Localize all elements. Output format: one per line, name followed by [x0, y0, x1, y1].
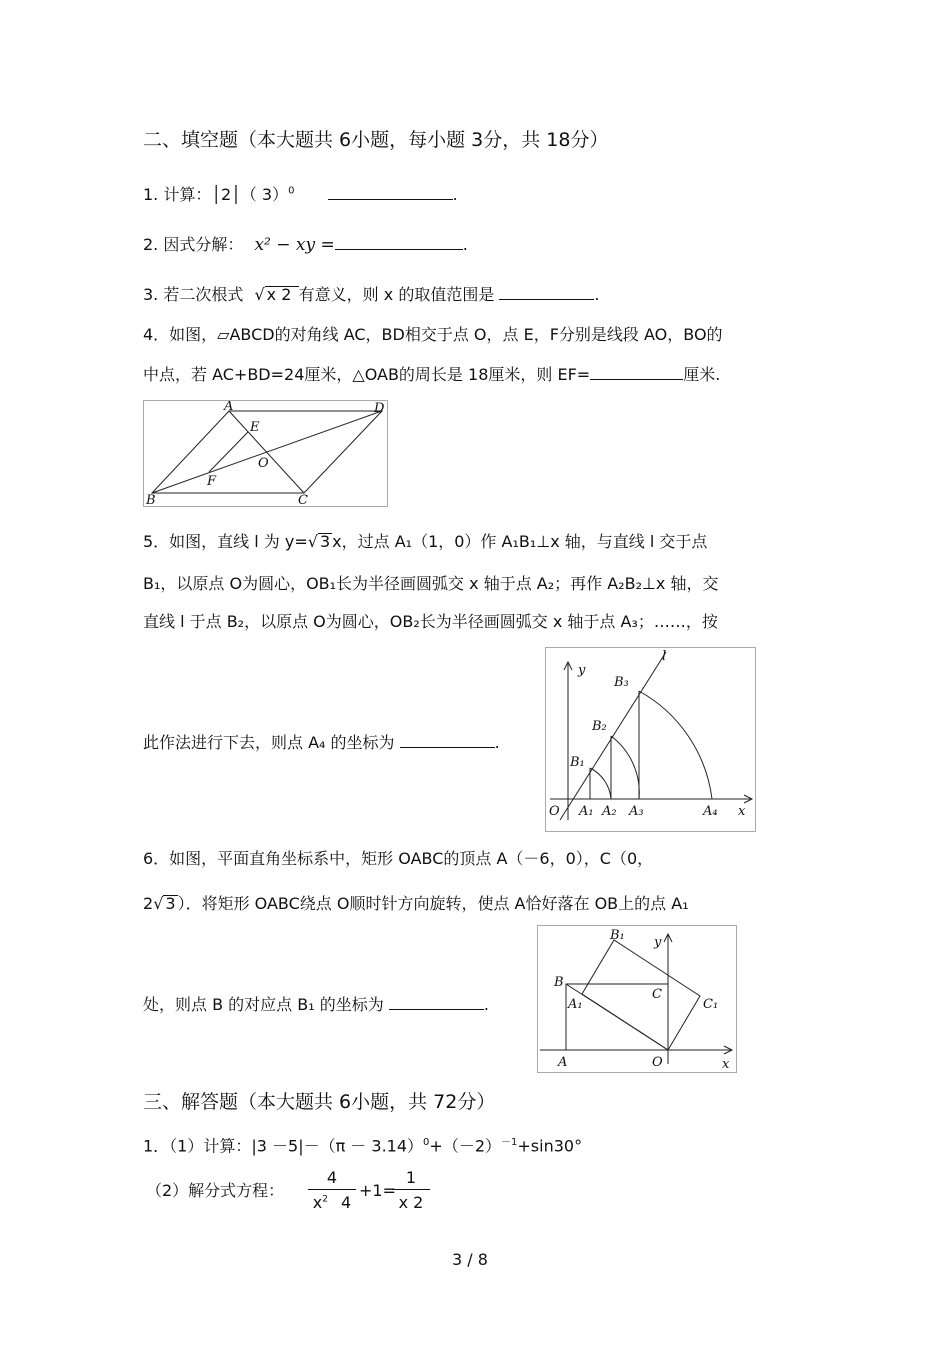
q4-line2-pre: 中点，若 AC+BD=24厘米，△OAB的周长是 18厘米，则 EF= — [143, 365, 591, 384]
label-b: B — [554, 975, 564, 990]
q3-number: 3. — [143, 285, 159, 304]
q5-line1-post: x，过点 A₁（1，0）作 A₁B₁⊥x 轴，与直线 l 交于点 — [332, 532, 708, 551]
q5-line1 — [143, 533, 707, 550]
arc-2 — [611, 736, 639, 799]
q6-line2 — [143, 895, 689, 912]
q6-line1: 6．如图，平面直角坐标系中，矩形 OABC的顶点 A（－6，0），C（0， — [143, 849, 654, 868]
label-o: O — [652, 1055, 663, 1070]
label-b: B — [146, 493, 156, 506]
s3-q1a-sup2: －1 — [501, 1137, 518, 1148]
label-a: A — [224, 401, 234, 414]
label-b1: B₁ — [570, 755, 585, 770]
fraction-2-numerator: 1 — [392, 1168, 430, 1190]
line-l — [560, 652, 666, 820]
fraction-2-denominator: x 2 — [398, 1193, 424, 1212]
q5-line3: 直线 l 于点 B₂，以原点 O为圆心，OB₂长为半径画圆弧交 x 轴于点 A₃；……，按 — [143, 612, 718, 631]
q3-answer-blank[interactable] — [499, 284, 594, 300]
section3-heading: 三、解答题（本大题共 6小题，共 72分） — [143, 1091, 496, 1113]
q1 — [143, 184, 458, 203]
q5-line2: B₁，以原点 O为圆心，OB₁长为半径画圆弧交 x 轴于点 A₂；再作 A₂B₂⊥x 轴，交 — [143, 574, 719, 593]
q6-rectangle-figure — [537, 925, 737, 1073]
sqrt-icon: √ — [307, 532, 318, 551]
arc-3 — [639, 691, 712, 799]
page-number: 3 / 8 — [452, 1250, 488, 1269]
q4-parallelogram-figure — [143, 400, 388, 507]
label-b2: B₂ — [592, 719, 607, 734]
fraction-2 — [392, 1168, 430, 1212]
q2-answer-blank[interactable] — [335, 234, 463, 250]
q6-line2-post: ）．将矩形 OABC绕点 O顺时针方向旋转，使点 A恰好落在 OB上的点 A₁ — [177, 894, 689, 913]
q4-line1: 4．如图，▱ABCD的对角线 AC，BD相交于点 O，点 E，F分别是线段 AO，BO的 — [143, 325, 723, 344]
section2-heading: 二、填空题（本大题共 6小题，每小题 3分，共 18分） — [143, 129, 609, 151]
arc-1 — [590, 768, 611, 799]
q2-text: 因式分解： — [163, 235, 244, 254]
label-a: A — [558, 1055, 568, 1070]
label-a3: A₃ — [629, 804, 644, 819]
label-c1: C₁ — [703, 997, 719, 1012]
fraction-1-numerator: 4 — [308, 1168, 356, 1190]
q6-end: . — [483, 995, 489, 1014]
label-o: O — [258, 456, 269, 471]
s3-q1a-post: +sin30° — [517, 1136, 583, 1156]
q4-line2 — [143, 364, 720, 383]
q1-text: 计算：│2│（ 3） — [163, 185, 289, 204]
label-x: x — [722, 1057, 730, 1072]
label-f: F — [207, 474, 217, 489]
s3-q1a-sup1: 0 — [423, 1137, 430, 1148]
fraction-1-den-sup: 2 — [322, 1194, 328, 1205]
label-a4: A₄ — [703, 804, 718, 819]
q3-radicand: x 2 — [265, 286, 299, 303]
rotated-rectangle — [582, 940, 700, 1050]
s3-q1a — [143, 1138, 582, 1154]
diagonal-bd — [152, 411, 382, 493]
sqrt-icon: √ — [254, 285, 265, 304]
label-c: C — [298, 493, 308, 506]
s3-q1a-mid: +（－2） — [429, 1136, 501, 1156]
q2-end: . — [462, 235, 468, 254]
fraction-1-den-post: 4 — [341, 1193, 352, 1212]
q5-line4 — [143, 732, 500, 751]
label-d: D — [374, 401, 385, 416]
fraction-1-den-x: x — [312, 1193, 323, 1212]
q1-sup: 0 — [288, 185, 295, 197]
q5-line4-text: 此作法进行下去，则点 A₄ 的坐标为 — [143, 733, 395, 752]
q1-number: 1. — [143, 185, 159, 204]
s3-q1a-pre: 1．（1）计算：|3 －5|－（π － 3.14） — [143, 1136, 424, 1156]
label-a1: A₁ — [568, 997, 583, 1012]
fraction-1 — [308, 1168, 356, 1212]
q6-answer-blank[interactable] — [389, 994, 484, 1010]
label-b3: B₃ — [614, 675, 629, 690]
label-x: x — [738, 804, 746, 819]
label-y: y — [578, 663, 586, 678]
q6-line3-text: 处，则点 B 的对应点 B₁ 的坐标为 — [143, 995, 384, 1014]
label-a2: A₂ — [602, 804, 617, 819]
s3-q1b-plus: +1= — [359, 1181, 396, 1200]
q1-end: . — [452, 185, 458, 204]
q3 — [143, 284, 600, 303]
label-a1: A₁ — [579, 804, 594, 819]
label-o: O — [549, 804, 560, 819]
q2 — [143, 234, 468, 254]
q5-arc-figure — [545, 647, 756, 832]
sqrt-icon: √ — [153, 894, 164, 913]
q5-end: . — [494, 733, 500, 752]
q5-answer-blank[interactable] — [400, 732, 495, 748]
q4-line2-post: 厘米. — [683, 365, 721, 384]
label-y: y — [654, 935, 662, 950]
q5-radicand: 3 — [319, 532, 331, 551]
q6-line3 — [143, 994, 489, 1013]
fraction-1-denominator — [308, 1190, 356, 1212]
q3-pre: 若二次根式 — [163, 285, 244, 304]
q6-radicand: 3 — [165, 894, 176, 913]
label-c: C — [652, 987, 662, 1002]
q3-post: 有意义，则 x 的取值范围是 — [298, 285, 495, 304]
q6-line2-pre: 2 — [143, 894, 154, 913]
label-l: l — [662, 649, 667, 664]
q3-end: . — [594, 285, 600, 304]
s3-q1b-label: （2）解分式方程： — [146, 1181, 285, 1200]
label-b1: B₁ — [610, 928, 625, 943]
q1-answer-blank[interactable] — [328, 184, 453, 200]
q2-expression: x² − xy = — [254, 235, 335, 255]
q2-number: 2. — [143, 235, 159, 254]
q4-answer-blank[interactable] — [590, 364, 683, 380]
label-e: E — [250, 420, 260, 435]
q5-line1-pre: 5．如图，直线 l 为 y= — [143, 532, 308, 551]
